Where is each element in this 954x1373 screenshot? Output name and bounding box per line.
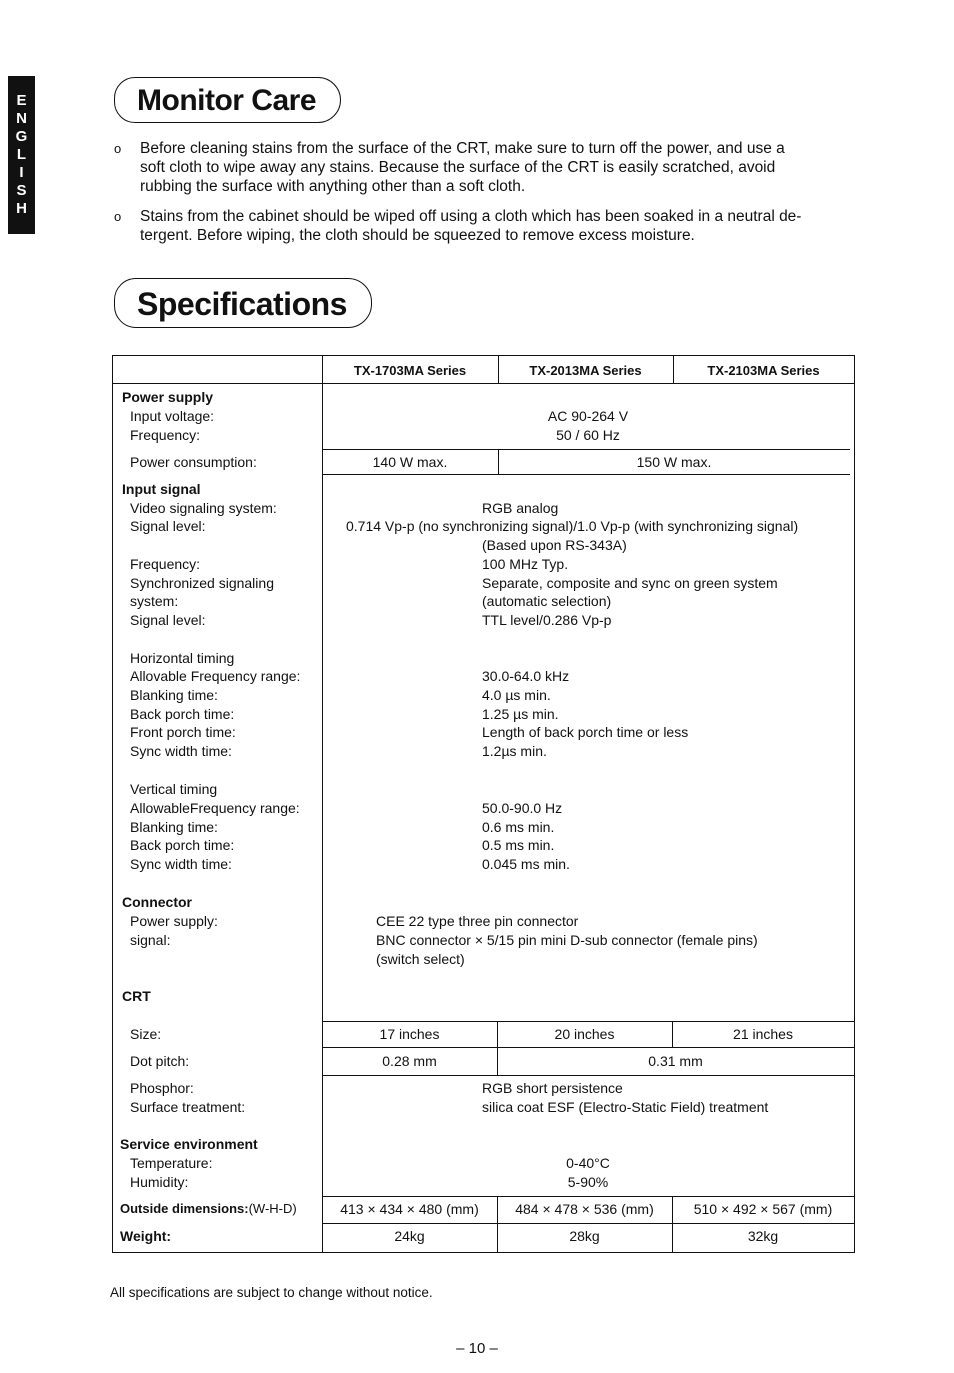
cell-value: 140 W max. xyxy=(372,454,448,470)
page-number: – 10 – xyxy=(456,1340,498,1357)
section-label: CRT xyxy=(122,988,151,1004)
row-label: Sync width time: xyxy=(130,743,232,759)
row-label: Synchronized signaling xyxy=(130,575,274,591)
cell-value: TTL level/0.286 Vp-p xyxy=(482,612,612,628)
cell-value: CEE 22 type three pin connector xyxy=(376,913,579,929)
row-label: Blanking time: xyxy=(130,687,218,703)
language-letter: H xyxy=(16,200,27,217)
cell-value: 484 × 478 × 536 (mm) xyxy=(515,1201,654,1217)
cell-value: 50 / 60 Hz xyxy=(556,427,620,443)
cell-value: 30.0-64.0 kHz xyxy=(482,668,570,684)
row-label: Vertical timing xyxy=(130,781,218,797)
language-letter: L xyxy=(16,146,27,163)
row-label: Frequency: xyxy=(130,556,201,572)
cell-value: BNC connector × 5/15 pin mini D-sub connector (female pins) xyxy=(376,932,758,948)
cell-value: 1.2µs min. xyxy=(482,743,547,759)
outside-dimensions-unit: (W-H-D) xyxy=(248,1201,297,1216)
language-letter: G xyxy=(15,128,28,145)
row-label: system: xyxy=(130,593,179,609)
cell-value: 150 W max. xyxy=(636,454,712,470)
cell-value: 1.25 µs min. xyxy=(482,706,559,722)
row-label: Back porch time: xyxy=(130,837,235,853)
footer-note: All specifications are subject to change without notice. xyxy=(110,1285,433,1300)
care-bullet xyxy=(114,207,854,247)
cell-value: 0.5 ms min. xyxy=(482,837,555,853)
row-label: Blanking time: xyxy=(130,819,218,835)
cell-value: 50.0-90.0 Hz xyxy=(482,800,563,816)
language-letter: E xyxy=(16,92,27,109)
language-letter: S xyxy=(16,182,27,199)
cell-value: 413 × 434 × 480 (mm) xyxy=(340,1201,479,1217)
language-tab xyxy=(8,76,35,234)
row-label: Surface treatment: xyxy=(130,1099,246,1115)
section-label: Power supply xyxy=(122,389,214,405)
row-label: Size: xyxy=(130,1026,162,1042)
language-letter: N xyxy=(16,110,27,127)
cell-value: 100 MHz Typ. xyxy=(482,556,569,572)
row-label: Humidity: xyxy=(130,1174,189,1190)
cell-value: RGB short persistence xyxy=(482,1080,623,1096)
column-header: TX-1703MA Series xyxy=(353,363,467,378)
cell-value: silica coat ESF (Electro-Static Field) treatment xyxy=(482,1099,769,1115)
cell-value: (switch select) xyxy=(376,951,465,967)
row-label: Phosphor: xyxy=(130,1080,194,1096)
row-label xyxy=(120,1201,297,1216)
cell-value: 0.28 mm xyxy=(382,1053,437,1069)
cell-value: 21 inches xyxy=(733,1026,793,1042)
section-label: Connector xyxy=(122,894,192,910)
bullet-line: Before cleaning stains from the surface of the CRT, make sure to turn off the power, and use a xyxy=(140,140,785,157)
row-label: Input voltage: xyxy=(130,408,215,424)
cell-value: 510 × 492 × 567 (mm) xyxy=(693,1201,833,1217)
cell-value: 32kg xyxy=(747,1228,779,1244)
bullet-mark: o xyxy=(114,141,122,156)
outside-dimensions-label: Outside dimensions: xyxy=(120,1201,249,1216)
specifications-heading xyxy=(114,278,372,328)
row-label: Signal level: xyxy=(130,518,206,534)
row-label: Power consumption: xyxy=(130,454,257,470)
cell-value: Separate, composite and sync on green system xyxy=(482,575,778,591)
row-label: AllowableFrequency range: xyxy=(130,800,300,816)
cell-value: 0-40°C xyxy=(566,1155,610,1171)
row-label: Power supply: xyxy=(130,913,218,929)
bullet-line: rubbing the surface with anything other than a soft cloth. xyxy=(140,178,526,195)
section-label: Input signal xyxy=(122,481,201,497)
cell-value: AC 90-264 V xyxy=(547,408,629,424)
row-label: Horizontal timing xyxy=(130,650,235,666)
row-label: Temperature: xyxy=(130,1155,213,1171)
cell-value: 17 inches xyxy=(379,1026,440,1042)
row-label: Video signaling system: xyxy=(130,500,277,516)
specifications-title: Specifications xyxy=(137,286,347,322)
monitor-care-title: Monitor Care xyxy=(137,84,317,117)
row-label: Front porch time: xyxy=(130,724,236,740)
bullet-line: tergent. Before wiping, the cloth should be squeezed to remove excess moisture. xyxy=(140,227,695,244)
row-label: Dot pitch: xyxy=(130,1053,190,1069)
section-label: Service environment xyxy=(120,1136,258,1152)
bullet-line: Stains from the cabinet should be wiped off using a cloth which has been soaked in a neutral de- xyxy=(140,208,802,225)
row-label: Frequency: xyxy=(130,427,201,443)
cell-value: 24kg xyxy=(394,1228,425,1244)
language-letter: I xyxy=(19,164,24,181)
cell-value: (Based upon RS-343A) xyxy=(482,537,627,553)
row-label: Signal level: xyxy=(130,612,206,628)
section-label: Weight: xyxy=(120,1228,172,1244)
monitor-care-heading xyxy=(114,77,341,123)
row-label: Sync width time: xyxy=(130,856,232,872)
cell-value: 28kg xyxy=(569,1228,600,1244)
cell-value: 0.714 Vp-p (no synchronizing signal)/1.0 Vp-p (with synchronizing signal) xyxy=(346,518,799,534)
row-label: Back porch time: xyxy=(130,706,235,722)
cell-value: RGB analog xyxy=(482,500,559,516)
column-header: TX-2103MA Series xyxy=(707,363,820,378)
cell-value: 0.045 ms min. xyxy=(482,856,570,872)
cell-value: (automatic selection) xyxy=(482,593,612,609)
row-label: Allovable Frequency range: xyxy=(130,668,301,684)
row-label: signal: xyxy=(130,932,171,948)
bullet-mark: o xyxy=(114,209,122,224)
column-header: TX-2013MA Series xyxy=(529,363,642,378)
bullet-line: soft cloth to wipe away any stains. Because the surface of the CRT is easily scratched, avoid xyxy=(140,159,776,176)
cell-value: 4.0 µs min. xyxy=(482,687,551,703)
cell-value: 0.6 ms min. xyxy=(482,819,555,835)
cell-value: Length of back porch time or less xyxy=(482,724,689,740)
cell-value: 5-90% xyxy=(567,1174,609,1190)
cell-value: 0.31 mm xyxy=(648,1053,703,1069)
care-bullet xyxy=(114,139,854,197)
cell-value: 20 inches xyxy=(554,1026,615,1042)
